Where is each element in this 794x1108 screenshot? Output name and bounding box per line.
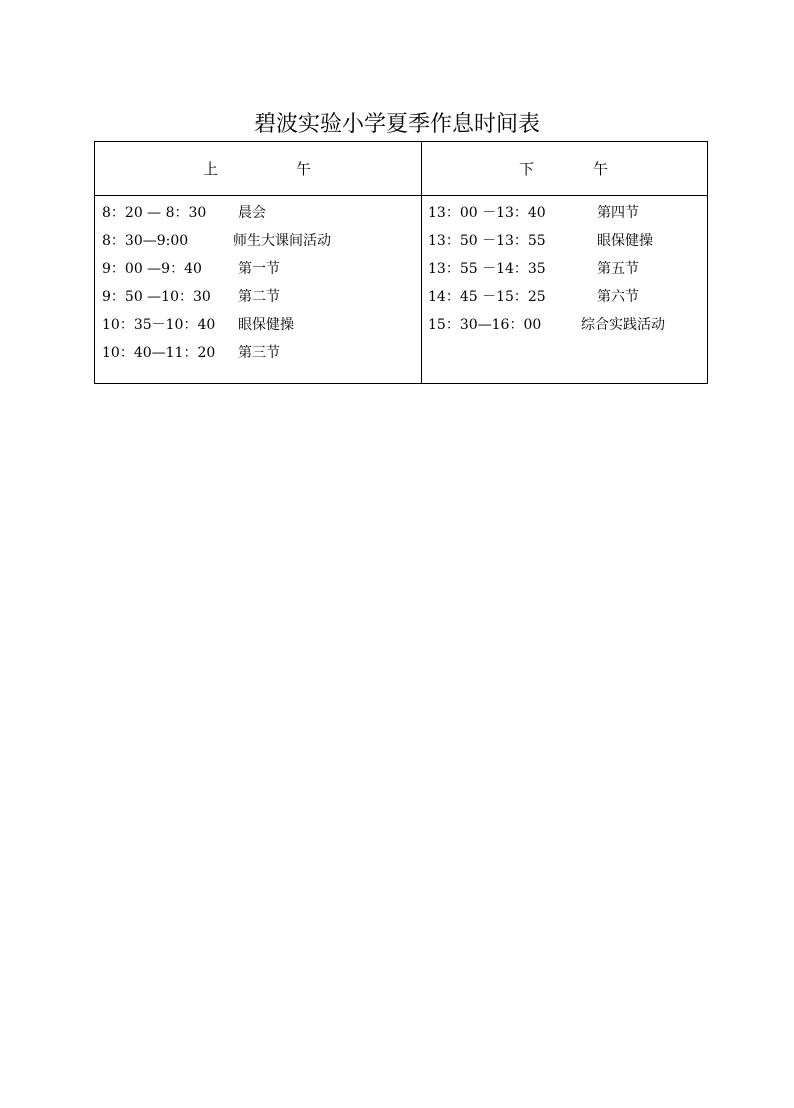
morning-header-char-2: 午 xyxy=(296,160,312,178)
afternoon-row-activity: 第四节 xyxy=(597,205,639,221)
morning-row-activity: 第三节 xyxy=(238,345,280,361)
afternoon-row-time: 13：00 －13：40 xyxy=(428,205,546,221)
morning-row-time: 10：40—11：20 xyxy=(102,345,216,361)
morning-row-activity: 晨会 xyxy=(238,205,266,221)
morning-row-time: 10：35－10：40 xyxy=(102,317,216,333)
afternoon-row-time: 13：50 －13：55 xyxy=(428,233,546,249)
morning-row-activity: 眼保健操 xyxy=(238,317,294,333)
afternoon-header-char-2: 午 xyxy=(593,160,609,178)
header-divider xyxy=(95,195,707,196)
morning-row-activity: 第二节 xyxy=(238,289,280,305)
afternoon-row-activity: 眼保健操 xyxy=(597,233,653,249)
afternoon-row-time: 15：30—16：00 xyxy=(428,317,542,333)
morning-row-activity: 第一节 xyxy=(238,261,280,277)
morning-row-time: 9：00 —9：40 xyxy=(102,261,202,277)
morning-header-char-1: 上 xyxy=(203,160,219,178)
afternoon-row-time: 14：45 －15：25 xyxy=(428,289,546,305)
document-title: 碧波实验小学夏季作息时间表 xyxy=(253,112,540,137)
schedule-table xyxy=(94,141,708,384)
afternoon-row-activity: 第六节 xyxy=(597,289,639,305)
morning-row-time: 8：20 — 8：30 xyxy=(102,205,207,221)
afternoon-row-time: 13：55 －14：35 xyxy=(428,261,546,277)
afternoon-row-activity: 综合实践活动 xyxy=(581,317,665,333)
morning-row-activity: 师生大课间活动 xyxy=(233,233,331,249)
morning-row-time: 8：30—9:00 xyxy=(102,233,189,249)
afternoon-header-char-1: 下 xyxy=(519,160,535,178)
column-divider xyxy=(421,142,422,383)
afternoon-row-activity: 第五节 xyxy=(597,261,639,277)
morning-row-time: 9：50 —10：30 xyxy=(102,289,211,305)
